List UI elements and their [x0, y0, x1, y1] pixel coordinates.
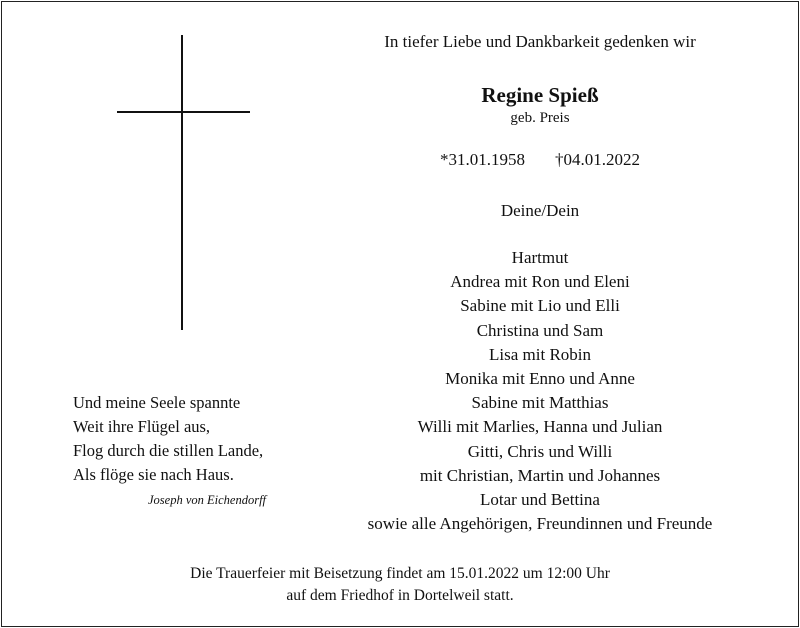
birth-date: *31.01.1958 [440, 150, 525, 169]
poem-line: Und meine Seele spannte [73, 393, 241, 412]
funeral-line: auf dem Friedhof in Dortelweil statt. [286, 587, 514, 604]
poem-author: Joseph von Eichendorff [148, 493, 267, 507]
closing-line: Deine/Dein [500, 201, 580, 220]
family-line: Sabine mit Matthias [471, 393, 609, 413]
poem [73, 391, 263, 487]
family-line: Andrea mit Ron und Eleni [450, 272, 630, 292]
funeral-info [0, 563, 800, 607]
cross-horizontal-bar [117, 111, 250, 113]
family-line: mit Christian, Martin und Johannes [419, 465, 661, 485]
family-line: Christina und Sam [476, 320, 604, 340]
family-line: Lotar und Bettina [480, 490, 600, 510]
family-line: Willi mit Marlies, Hanna und Julian [417, 417, 663, 437]
deceased-name: Regine Spieß [481, 83, 599, 107]
poem-line: Flog durch die stillen Lande, [73, 441, 264, 460]
death-date: †04.01.2022 [555, 150, 640, 169]
funeral-line: Die Trauerfeier mit Beisetzung findet am 15.01.2022 um 12:00 Uhr [190, 565, 610, 582]
family-list [330, 246, 750, 536]
intro-line: In tiefer Liebe und Dankbarkeit gedenken wir [384, 32, 696, 51]
life-dates [340, 150, 740, 170]
birth-name: geb. Preis [510, 110, 570, 126]
family-line: Lisa mit Robin [489, 344, 591, 364]
poem-line: Als flöge sie nach Haus. [73, 465, 234, 484]
family-line: Sabine mit Lio und Elli [460, 296, 620, 316]
family-line: Hartmut [511, 248, 569, 267]
family-line: Monika mit Enno und Anne [445, 369, 635, 389]
family-line: sowie alle Angehörigen, Freundinnen und Freunde [367, 514, 713, 534]
cross-vertical-bar [181, 35, 183, 330]
family-line: Gitti, Chris und Willi [467, 441, 613, 461]
poem-line: Weit ihre Flügel aus, [73, 417, 211, 436]
